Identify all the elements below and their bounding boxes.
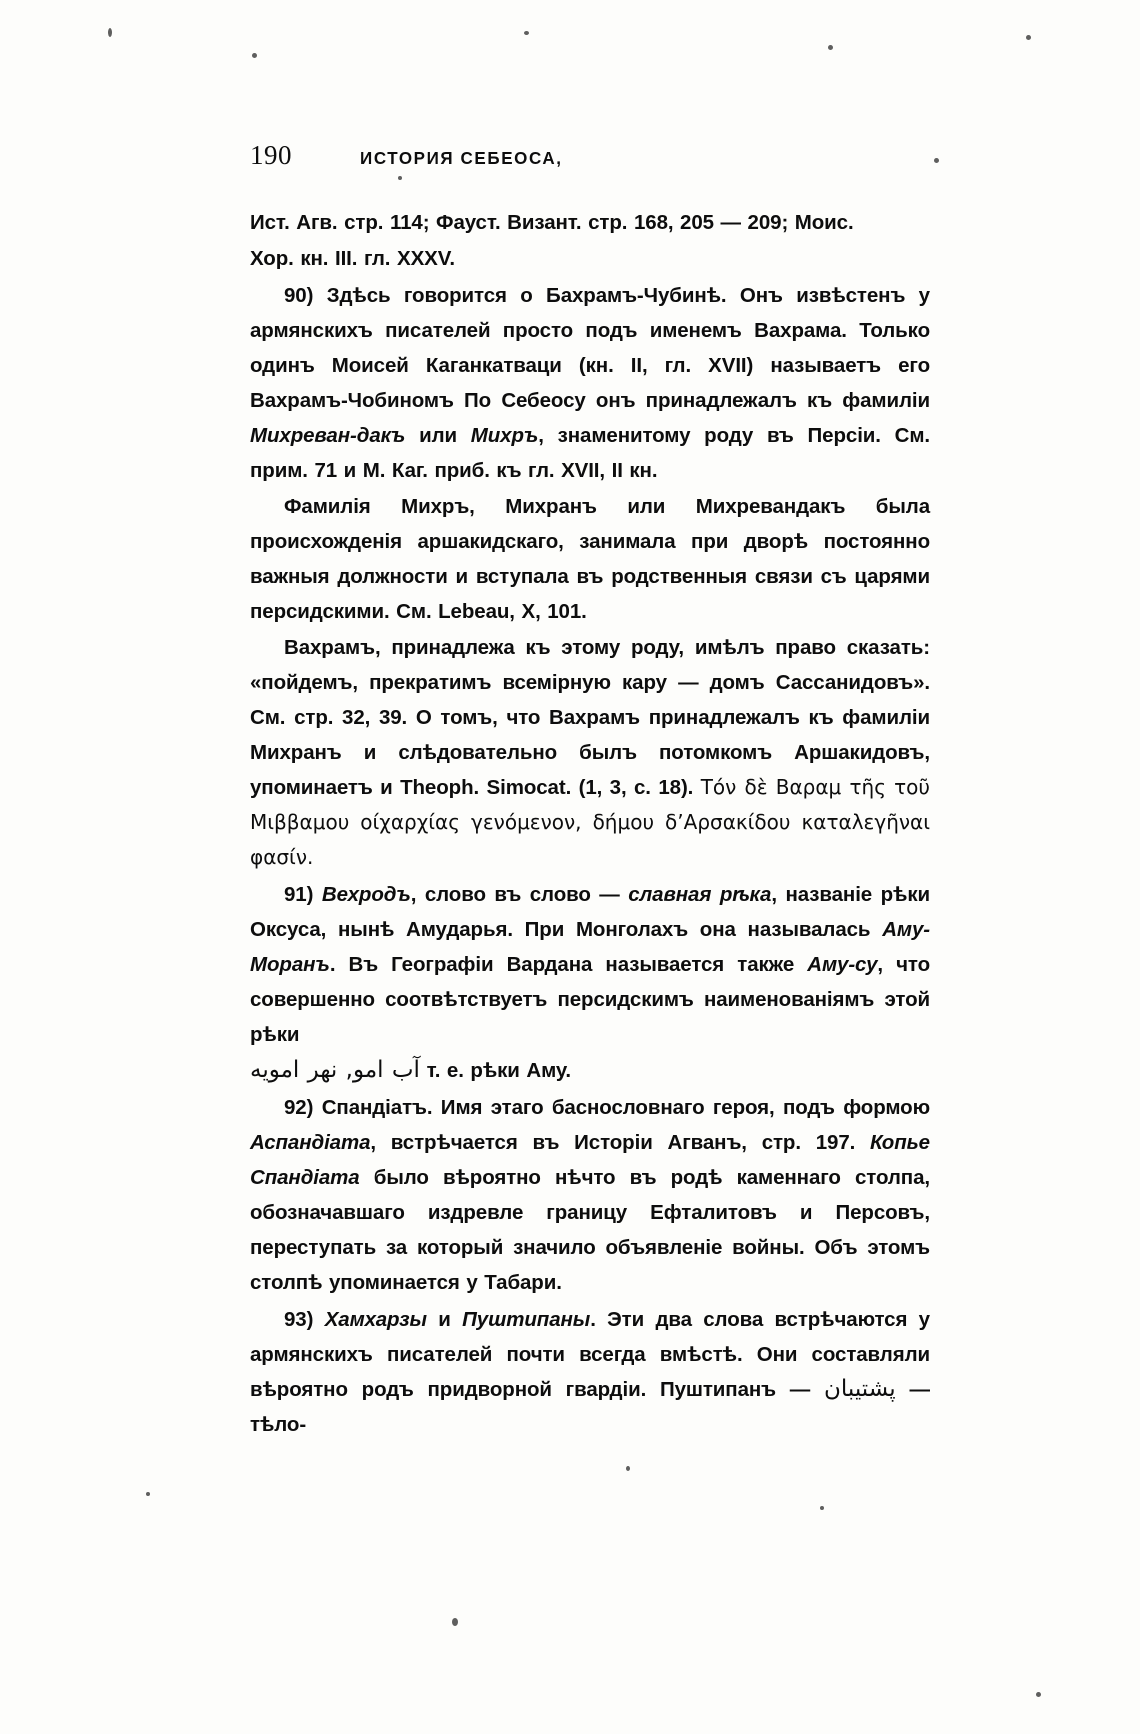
scan-speck: [934, 158, 939, 163]
page-text-column: [250, 140, 930, 1444]
note-91-italic-4: Аму-су: [807, 953, 878, 976]
note-92-text-c: было вѣроятно нѣчто въ родѣ каменнаго столпа, обозначавшаго издревле границу Ефталитовъ и Персовъ, переступать за который значило объявленіе войны. Объ этомъ столпѣ упоминается у Табари.: [250, 1166, 930, 1294]
note-92-italic-1: Аспандіата: [250, 1131, 371, 1154]
note-92-italic-2: Копье Спандіата: [250, 1131, 930, 1189]
note-90-text-c: , знаменитому роду въ Персіи. См. прим. 71 и М. Каг. приб. къ гл. XVII, II кн.: [250, 424, 931, 482]
note-92-text-b: , встрѣчается въ Исторіи Агванъ, стр. 197.: [370, 1131, 871, 1154]
scan-speck: [108, 28, 112, 37]
arabic-phrase-pushtipan: پشتیبان: [823, 1376, 896, 1402]
scan-speck: [452, 1618, 458, 1626]
note-91-paragraph: [250, 877, 930, 1052]
note-91-italic-2: славная рѣка: [628, 883, 772, 906]
note-93: [250, 1302, 930, 1442]
note-91: [250, 877, 930, 1088]
note-93-italic-1: Хамхарзы: [324, 1308, 427, 1331]
scan-speck: [820, 1506, 824, 1510]
note-90-italic-1: Михреван-дакъ: [250, 424, 406, 447]
note-90-italic-2: Михръ: [470, 424, 539, 447]
note-93-paragraph: [250, 1302, 930, 1442]
arabic-phrase-amu: آب امو, نهر امويه: [250, 1057, 420, 1083]
page-number: 190: [250, 140, 292, 170]
scan-speck: [524, 31, 529, 35]
note-91-text-c: . Въ Географіи Вардана называется также: [329, 953, 808, 976]
note-90-para-3-text: Вахрамъ, принадлежа къ этому роду, имѣлъ право сказать: «пойдемъ, прекратимъ всемірную кару — домъ Сассанидовъ». См. стр. 32, 39. О томъ, что Вахрамъ принадлежалъ къ фамиліи Михранъ и слѣдовательно былъ потомкомъ Аршакидовъ, упоминаетъ и Theoph. Simocat. (1, 3, с. 18).: [250, 636, 930, 799]
note-93-text-b: . Эти два слова встрѣчаются у армянскихъ писателей почти всегда вмѣстѣ. Они составляли вѣроятно родъ придворной гвардіи. Пуштипанъ —: [250, 1308, 930, 1401]
note-90-greek-quote: Τόν δὲ Βαραμ τῆς τοῦ Μιββαμου οίχαρχίας γενόμενον, δήμου δ’Αρσακίδου καταλεγῆναι φασίν.: [250, 775, 930, 869]
note-91-text-a: , слово въ слово —: [410, 883, 629, 906]
note-90-paragraph-2: Фамилія Михръ, Михранъ или Михревандакъ была происхожденія аршакидскаго, занимала при дворѣ постоянно важныя должности и вступала въ родственныя связи съ царями персидскими. См. Lebeau, X, 101.: [250, 495, 930, 623]
scan-speck: [828, 45, 833, 50]
scan-speck: [1026, 35, 1031, 40]
scan-speck: [1036, 1692, 1041, 1697]
note-91-arabic-line: [250, 1053, 930, 1088]
note-91-text-b: , названіе рѣки Оксуса, нынѣ Амударья. При Монголахъ она называлась: [250, 883, 931, 941]
note-92-number: 92): [284, 1096, 314, 1119]
reference-line-2: Хор. кн. III. гл. XXXV.: [250, 247, 455, 270]
note-90-text-b: или: [405, 424, 471, 447]
note-90-number: 90): [284, 284, 314, 307]
page-header: [250, 140, 930, 171]
note-91-number: 91): [284, 883, 314, 906]
note-93-text-c: — тѣло-: [250, 1378, 931, 1436]
note-93-number: 93): [284, 1308, 314, 1331]
reference-line-1: Ист. Агв. стр. 114; Фауст. Визант. стр. 168, 205 — 209; Моис.: [250, 211, 854, 234]
note-90-text-a: Здѣсь говорится о Бахрамъ-Чубинѣ. Онъ извѣстенъ у армянскихъ писателей просто подъ именемъ Вахрама. Только одинъ Моисей Каганкатваци (кн. II, гл. XVII) называетъ его Вахрамъ-Чобиномъ По Себеосу онъ принадлежалъ къ фамиліи: [250, 284, 930, 412]
note-92: [250, 1090, 930, 1300]
scan-speck: [146, 1492, 150, 1496]
note-90-paragraph-3: [250, 630, 930, 875]
note-90: [250, 278, 930, 875]
note-92-text-a: Спандіатъ. Имя этаго баснословнаго героя, подъ формою: [321, 1096, 930, 1119]
note-91-text-e: т. е. рѣки Аму.: [419, 1059, 572, 1082]
note-92-paragraph: [250, 1090, 930, 1300]
note-93-italic-2: Пуштипаны: [462, 1308, 591, 1331]
running-title: ИСТОРИЯ СЕБЕОСА,: [360, 148, 563, 169]
note-91-italic-1: Вехродъ: [321, 883, 411, 906]
scan-speck: [626, 1466, 630, 1471]
scan-speck: [252, 53, 257, 58]
note-90-paragraph-1: [250, 278, 930, 488]
note-91-italic-3: Аму-Моранъ: [250, 918, 930, 976]
note-93-text-a: и: [426, 1308, 463, 1331]
note-91-text-d: , что совершенно соотвѣтствуетъ персидскимъ наименованіямъ этой рѣки: [250, 953, 930, 1046]
reference-block: [250, 205, 930, 276]
